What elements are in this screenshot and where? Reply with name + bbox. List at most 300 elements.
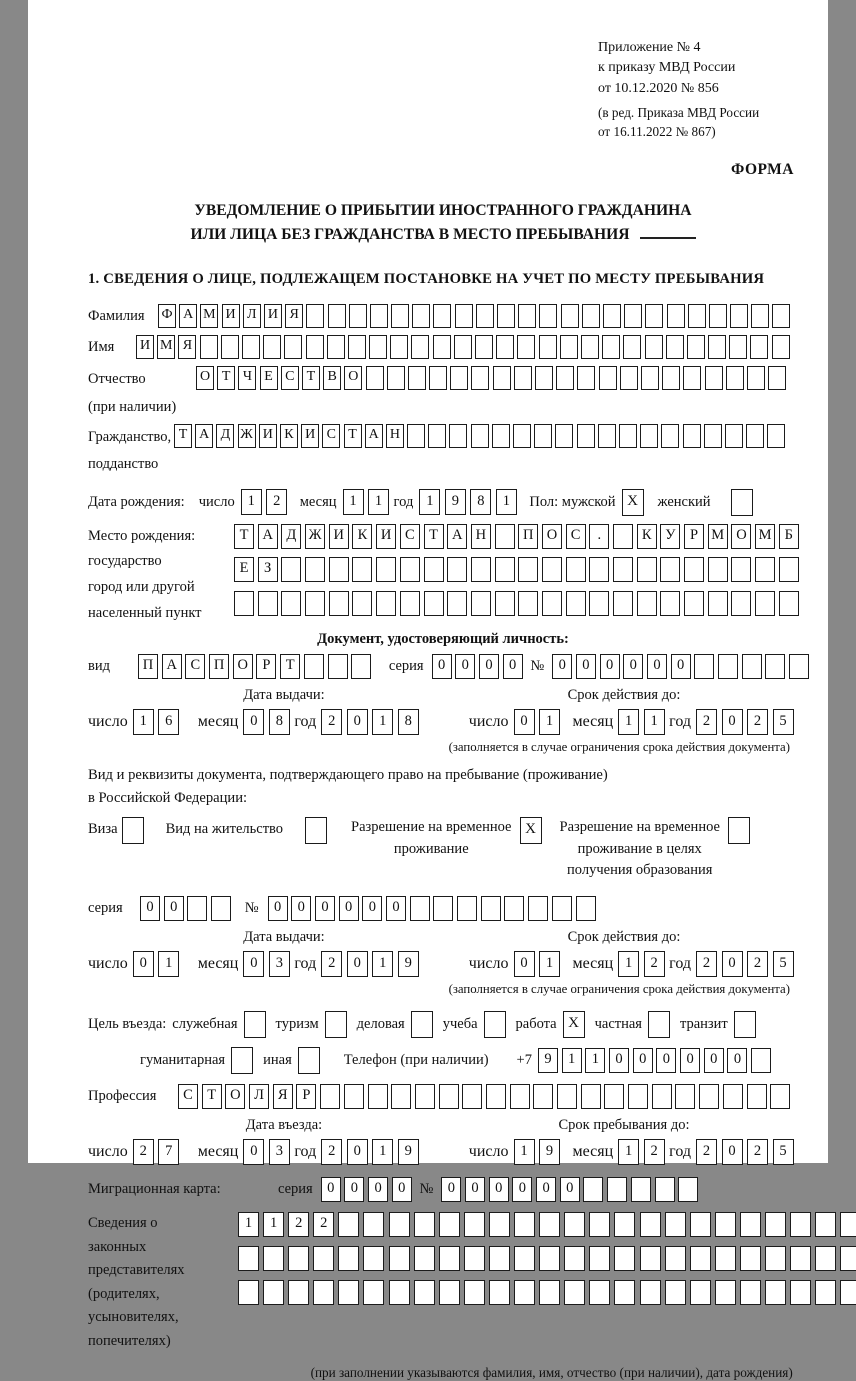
char-cell[interactable]: Л [243, 304, 261, 328]
char-cell[interactable] [628, 1084, 648, 1109]
char-cell[interactable]: Т [174, 424, 192, 448]
char-cell[interactable] [619, 424, 637, 448]
char-cell[interactable]: К [637, 524, 657, 549]
char-cell[interactable]: 0 [514, 951, 535, 977]
char-cell[interactable] [338, 1280, 359, 1305]
char-cell[interactable] [288, 1246, 309, 1271]
char-cell[interactable] [704, 424, 722, 448]
char-cell[interactable] [400, 591, 420, 616]
char-cell[interactable]: 1 [618, 709, 639, 735]
checkbox-cell[interactable] [325, 1011, 347, 1038]
char-cell[interactable] [708, 335, 726, 359]
char-cell[interactable] [772, 335, 790, 359]
sex-female-checkbox[interactable] [731, 489, 753, 516]
char-cell[interactable] [637, 557, 657, 582]
char-cell[interactable] [349, 304, 367, 328]
char-cell[interactable]: 1 [419, 489, 440, 515]
char-cell[interactable] [582, 304, 600, 328]
char-cell[interactable] [598, 424, 616, 448]
char-cell[interactable]: Я [273, 1084, 293, 1109]
char-cell[interactable] [655, 1177, 675, 1202]
char-cell[interactable] [613, 524, 633, 549]
doc-issue-year-input[interactable] [321, 709, 423, 735]
char-cell[interactable] [747, 366, 765, 390]
char-cell[interactable]: Ж [305, 524, 325, 549]
char-cell[interactable]: 9 [445, 489, 466, 515]
char-cell[interactable] [694, 654, 714, 679]
char-cell[interactable]: 1 [133, 709, 154, 735]
char-cell[interactable] [765, 1280, 786, 1305]
char-cell[interactable]: Я [178, 335, 196, 359]
char-cell[interactable]: 9 [398, 951, 419, 977]
char-cell[interactable]: М [157, 335, 175, 359]
char-cell[interactable] [750, 335, 768, 359]
char-cell[interactable]: 2 [321, 1139, 342, 1165]
char-cell[interactable]: 0 [722, 1139, 743, 1165]
char-cell[interactable] [489, 1246, 510, 1271]
char-cell[interactable] [439, 1246, 460, 1271]
char-cell[interactable] [731, 591, 751, 616]
char-cell[interactable]: 1 [158, 951, 179, 977]
char-cell[interactable]: 1 [618, 1139, 639, 1165]
char-cell[interactable] [376, 591, 396, 616]
char-cell[interactable]: 2 [747, 709, 768, 735]
char-cell[interactable]: 2 [696, 1139, 717, 1165]
char-cell[interactable]: 0 [489, 1177, 509, 1202]
checkbox-cell[interactable] [244, 1011, 266, 1038]
char-cell[interactable]: 1 [644, 709, 665, 735]
char-cell[interactable] [678, 1177, 698, 1202]
char-cell[interactable]: И [222, 304, 240, 328]
char-cell[interactable]: 0 [140, 896, 160, 921]
char-cell[interactable]: Я [285, 304, 303, 328]
char-cell[interactable]: Ф [158, 304, 176, 328]
char-cell[interactable]: 1 [618, 951, 639, 977]
char-cell[interactable] [623, 335, 641, 359]
char-cell[interactable]: 2 [696, 709, 717, 735]
checkbox-cell[interactable]: X [622, 489, 644, 516]
char-cell[interactable] [234, 591, 254, 616]
char-cell[interactable]: 1 [562, 1048, 582, 1073]
char-cell[interactable]: 1 [372, 1139, 393, 1165]
char-cell[interactable] [613, 591, 633, 616]
char-cell[interactable] [583, 1177, 603, 1202]
char-cell[interactable] [729, 335, 747, 359]
char-cell[interactable] [631, 1177, 651, 1202]
char-cell[interactable]: М [200, 304, 218, 328]
char-cell[interactable] [840, 1212, 856, 1237]
permit-issue-year-input[interactable] [321, 951, 423, 977]
char-cell[interactable] [493, 366, 511, 390]
char-cell[interactable] [840, 1246, 856, 1271]
char-cell[interactable] [765, 1246, 786, 1271]
patronymic-input[interactable] [196, 366, 789, 390]
checkbox-cell[interactable]: X [520, 817, 542, 844]
char-cell[interactable] [660, 591, 680, 616]
char-cell[interactable] [415, 1084, 435, 1109]
char-cell[interactable]: 1 [241, 489, 262, 515]
char-cell[interactable] [495, 524, 515, 549]
char-cell[interactable]: 0 [243, 1139, 264, 1165]
permit-valid-day-input[interactable] [514, 951, 565, 977]
char-cell[interactable] [258, 591, 278, 616]
char-cell[interactable]: 0 [321, 1177, 341, 1202]
char-cell[interactable]: 2 [747, 951, 768, 977]
citizenship-input[interactable] [174, 424, 788, 448]
char-cell[interactable] [486, 1084, 506, 1109]
char-cell[interactable] [705, 366, 723, 390]
char-cell[interactable] [352, 557, 372, 582]
char-cell[interactable] [390, 335, 408, 359]
phone-input[interactable] [538, 1048, 775, 1073]
mc-number-input[interactable] [441, 1177, 702, 1202]
char-cell[interactable] [410, 896, 430, 921]
char-cell[interactable]: 0 [386, 896, 406, 921]
char-cell[interactable] [772, 304, 790, 328]
char-cell[interactable] [424, 557, 444, 582]
char-cell[interactable] [457, 896, 477, 921]
char-cell[interactable] [539, 1212, 560, 1237]
char-cell[interactable]: 2 [313, 1212, 334, 1237]
char-cell[interactable] [747, 1084, 767, 1109]
char-cell[interactable] [475, 335, 493, 359]
char-cell[interactable]: 0 [368, 1177, 388, 1202]
char-cell[interactable] [329, 557, 349, 582]
char-cell[interactable] [723, 1084, 743, 1109]
visa-checkbox[interactable] [122, 817, 144, 844]
representatives-row2-input[interactable] [238, 1246, 856, 1271]
char-cell[interactable]: 0 [164, 896, 184, 921]
purpose-work-checkbox[interactable] [563, 1011, 585, 1038]
char-cell[interactable] [665, 1280, 686, 1305]
mc-series-input[interactable] [321, 1177, 416, 1202]
char-cell[interactable]: 0 [623, 654, 643, 679]
char-cell[interactable]: М [755, 524, 775, 549]
checkbox-cell[interactable] [728, 817, 750, 844]
char-cell[interactable] [718, 654, 738, 679]
char-cell[interactable]: 2 [288, 1212, 309, 1237]
char-cell[interactable] [439, 1212, 460, 1237]
char-cell[interactable]: 0 [441, 1177, 461, 1202]
char-cell[interactable]: Т [234, 524, 254, 549]
char-cell[interactable]: М [708, 524, 728, 549]
char-cell[interactable]: 0 [536, 1177, 556, 1202]
char-cell[interactable]: 1 [368, 489, 389, 515]
char-cell[interactable]: 0 [268, 896, 288, 921]
char-cell[interactable] [389, 1212, 410, 1237]
checkbox-cell[interactable] [231, 1047, 253, 1074]
char-cell[interactable] [306, 304, 324, 328]
char-cell[interactable] [599, 366, 617, 390]
char-cell[interactable] [455, 304, 473, 328]
char-cell[interactable] [281, 591, 301, 616]
char-cell[interactable] [391, 304, 409, 328]
char-cell[interactable] [539, 1246, 560, 1271]
char-cell[interactable] [790, 1246, 811, 1271]
char-cell[interactable] [556, 366, 574, 390]
char-cell[interactable]: И [259, 424, 277, 448]
edu-permit-checkbox[interactable] [728, 817, 750, 844]
char-cell[interactable] [304, 654, 324, 679]
char-cell[interactable] [433, 304, 451, 328]
purpose-business-checkbox[interactable] [411, 1011, 433, 1038]
char-cell[interactable] [535, 366, 553, 390]
char-cell[interactable] [495, 557, 515, 582]
char-cell[interactable] [351, 654, 371, 679]
char-cell[interactable] [715, 1246, 736, 1271]
checkbox-cell[interactable] [122, 817, 144, 844]
char-cell[interactable] [726, 366, 744, 390]
char-cell[interactable] [528, 896, 548, 921]
permit-valid-year-input[interactable] [696, 951, 798, 977]
char-cell[interactable] [489, 1212, 510, 1237]
char-cell[interactable]: А [447, 524, 467, 549]
char-cell[interactable] [767, 424, 785, 448]
char-cell[interactable]: К [352, 524, 372, 549]
char-cell[interactable]: 1 [263, 1212, 284, 1237]
char-cell[interactable] [447, 557, 467, 582]
char-cell[interactable] [539, 1280, 560, 1305]
char-cell[interactable]: 0 [576, 654, 596, 679]
char-cell[interactable] [428, 424, 446, 448]
char-cell[interactable] [363, 1246, 384, 1271]
char-cell[interactable] [684, 591, 704, 616]
char-cell[interactable] [363, 1212, 384, 1237]
char-cell[interactable]: Т [424, 524, 444, 549]
char-cell[interactable]: 2 [133, 1139, 154, 1165]
char-cell[interactable] [238, 1280, 259, 1305]
char-cell[interactable]: 0 [291, 896, 311, 921]
char-cell[interactable]: О [344, 366, 362, 390]
char-cell[interactable] [389, 1280, 410, 1305]
char-cell[interactable]: 7 [158, 1139, 179, 1165]
checkbox-cell[interactable] [411, 1011, 433, 1038]
char-cell[interactable]: 0 [633, 1048, 653, 1073]
char-cell[interactable]: А [258, 524, 278, 549]
char-cell[interactable] [328, 654, 348, 679]
permit-issue-day-input[interactable] [133, 951, 184, 977]
char-cell[interactable]: 5 [773, 951, 794, 977]
char-cell[interactable]: С [281, 366, 299, 390]
char-cell[interactable] [495, 591, 515, 616]
char-cell[interactable] [288, 1280, 309, 1305]
char-cell[interactable] [603, 304, 621, 328]
char-cell[interactable] [496, 335, 514, 359]
char-cell[interactable] [607, 1177, 627, 1202]
checkbox-cell[interactable] [305, 817, 327, 844]
char-cell[interactable]: 9 [538, 1048, 558, 1073]
char-cell[interactable] [715, 1280, 736, 1305]
char-cell[interactable] [665, 1212, 686, 1237]
char-cell[interactable]: 9 [539, 1139, 560, 1165]
char-cell[interactable] [577, 424, 595, 448]
char-cell[interactable] [751, 304, 769, 328]
char-cell[interactable]: С [185, 654, 205, 679]
char-cell[interactable]: 1 [514, 1139, 535, 1165]
char-cell[interactable] [660, 557, 680, 582]
char-cell[interactable] [589, 557, 609, 582]
char-cell[interactable] [449, 424, 467, 448]
char-cell[interactable]: Ж [238, 424, 256, 448]
char-cell[interactable]: П [209, 654, 229, 679]
char-cell[interactable]: 0 [362, 896, 382, 921]
char-cell[interactable] [566, 557, 586, 582]
char-cell[interactable] [675, 1084, 695, 1109]
char-cell[interactable]: У [660, 524, 680, 549]
doc-valid-year-input[interactable] [696, 709, 798, 735]
temp-permit-checkbox[interactable] [520, 817, 542, 844]
purpose-humanitarian-checkbox[interactable] [231, 1047, 253, 1074]
char-cell[interactable] [667, 304, 685, 328]
char-cell[interactable] [313, 1280, 334, 1305]
char-cell[interactable] [414, 1246, 435, 1271]
stay-day-input[interactable] [514, 1139, 565, 1165]
char-cell[interactable]: 0 [479, 654, 499, 679]
char-cell[interactable] [614, 1246, 635, 1271]
representatives-row1-input[interactable] [238, 1212, 856, 1237]
char-cell[interactable] [471, 366, 489, 390]
char-cell[interactable] [376, 557, 396, 582]
char-cell[interactable] [429, 366, 447, 390]
char-cell[interactable] [602, 335, 620, 359]
char-cell[interactable] [329, 591, 349, 616]
char-cell[interactable] [514, 1212, 535, 1237]
char-cell[interactable]: С [322, 424, 340, 448]
char-cell[interactable] [313, 1246, 334, 1271]
char-cell[interactable]: 0 [647, 654, 667, 679]
char-cell[interactable] [328, 304, 346, 328]
residence-permit-checkbox[interactable] [305, 817, 327, 844]
char-cell[interactable] [348, 335, 366, 359]
char-cell[interactable] [327, 335, 345, 359]
char-cell[interactable]: Е [234, 557, 254, 582]
char-cell[interactable]: О [225, 1084, 245, 1109]
char-cell[interactable]: А [162, 654, 182, 679]
char-cell[interactable] [514, 1280, 535, 1305]
char-cell[interactable]: 2 [321, 709, 342, 735]
char-cell[interactable]: Л [249, 1084, 269, 1109]
char-cell[interactable] [564, 1212, 585, 1237]
char-cell[interactable]: 2 [321, 951, 342, 977]
char-cell[interactable]: 0 [552, 654, 572, 679]
char-cell[interactable]: 0 [133, 951, 154, 977]
char-cell[interactable] [755, 557, 775, 582]
char-cell[interactable] [471, 591, 491, 616]
char-cell[interactable] [789, 654, 809, 679]
char-cell[interactable] [439, 1280, 460, 1305]
char-cell[interactable] [690, 1212, 711, 1237]
char-cell[interactable] [387, 366, 405, 390]
char-cell[interactable]: . [589, 524, 609, 549]
char-cell[interactable] [534, 424, 552, 448]
checkbox-cell[interactable]: X [563, 1011, 585, 1038]
char-cell[interactable] [687, 335, 705, 359]
char-cell[interactable]: Е [260, 366, 278, 390]
char-cell[interactable] [504, 896, 524, 921]
char-cell[interactable] [589, 591, 609, 616]
purpose-transit-checkbox[interactable] [734, 1011, 756, 1038]
doc-issue-day-input[interactable] [133, 709, 184, 735]
char-cell[interactable]: 1 [539, 709, 560, 735]
char-cell[interactable] [620, 366, 638, 390]
profession-input[interactable] [178, 1084, 794, 1109]
char-cell[interactable]: О [731, 524, 751, 549]
char-cell[interactable]: 0 [344, 1177, 364, 1202]
char-cell[interactable] [815, 1280, 836, 1305]
char-cell[interactable]: Д [216, 424, 234, 448]
char-cell[interactable]: 2 [696, 951, 717, 977]
char-cell[interactable] [368, 1084, 388, 1109]
char-cell[interactable]: 0 [671, 654, 691, 679]
char-cell[interactable] [708, 557, 728, 582]
char-cell[interactable] [665, 1246, 686, 1271]
char-cell[interactable]: 0 [243, 951, 264, 977]
char-cell[interactable] [510, 1084, 530, 1109]
char-cell[interactable] [242, 335, 260, 359]
char-cell[interactable] [740, 1280, 761, 1305]
char-cell[interactable] [187, 896, 207, 921]
birth-place-row1-input[interactable] [234, 524, 803, 549]
birth-place-row2-input[interactable] [234, 557, 803, 582]
char-cell[interactable] [433, 335, 451, 359]
char-cell[interactable] [363, 1280, 384, 1305]
char-cell[interactable] [581, 335, 599, 359]
checkbox-cell[interactable] [731, 489, 753, 516]
surname-input[interactable] [158, 304, 794, 328]
char-cell[interactable] [344, 1084, 364, 1109]
char-cell[interactable]: Н [471, 524, 491, 549]
char-cell[interactable] [221, 335, 239, 359]
char-cell[interactable]: Т [302, 366, 320, 390]
char-cell[interactable] [542, 591, 562, 616]
char-cell[interactable]: 0 [609, 1048, 629, 1073]
char-cell[interactable] [640, 424, 658, 448]
char-cell[interactable]: Р [256, 654, 276, 679]
purpose-private-checkbox[interactable] [648, 1011, 670, 1038]
char-cell[interactable] [352, 591, 372, 616]
char-cell[interactable]: О [542, 524, 562, 549]
char-cell[interactable] [263, 1280, 284, 1305]
char-cell[interactable] [533, 1084, 553, 1109]
char-cell[interactable]: А [365, 424, 383, 448]
char-cell[interactable] [454, 335, 472, 359]
char-cell[interactable] [709, 304, 727, 328]
char-cell[interactable]: 6 [158, 709, 179, 735]
checkbox-cell[interactable] [734, 1011, 756, 1038]
char-cell[interactable] [645, 335, 663, 359]
char-cell[interactable]: Б [779, 524, 799, 549]
purpose-other-checkbox[interactable] [298, 1047, 320, 1074]
char-cell[interactable] [281, 557, 301, 582]
char-cell[interactable] [640, 1246, 661, 1271]
doc-issue-month-input[interactable] [243, 709, 294, 735]
char-cell[interactable] [637, 591, 657, 616]
char-cell[interactable] [589, 1212, 610, 1237]
char-cell[interactable]: 0 [243, 709, 264, 735]
char-cell[interactable] [577, 366, 595, 390]
char-cell[interactable] [263, 1246, 284, 1271]
char-cell[interactable] [514, 1246, 535, 1271]
char-cell[interactable]: 1 [372, 709, 393, 735]
char-cell[interactable] [492, 424, 510, 448]
char-cell[interactable] [652, 1084, 672, 1109]
char-cell[interactable]: З [258, 557, 278, 582]
char-cell[interactable] [497, 304, 515, 328]
char-cell[interactable] [604, 1084, 624, 1109]
char-cell[interactable] [708, 591, 728, 616]
char-cell[interactable] [557, 1084, 577, 1109]
char-cell[interactable]: 1 [238, 1212, 259, 1237]
